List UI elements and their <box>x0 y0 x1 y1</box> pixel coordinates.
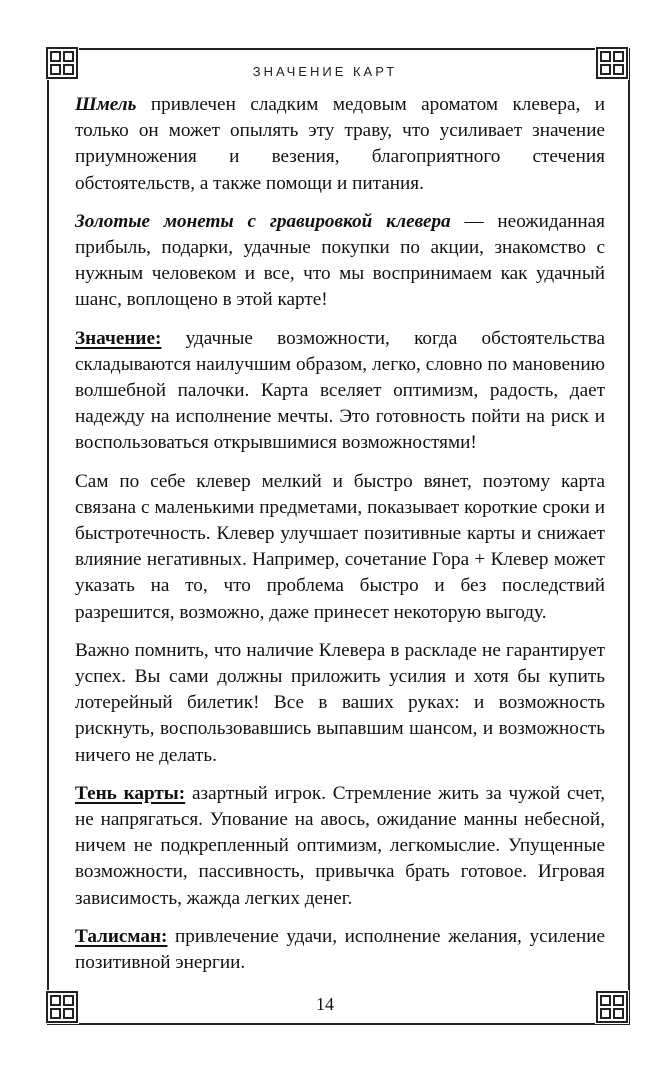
section-term-talisman: Талисман: <box>75 925 168 947</box>
paragraph-small-objects <box>75 469 605 626</box>
paragraph-text: привлечен сладким медовым ароматом клевера, и только он может опылять эту траву, что усиливает значение приумножения и везения, благоприятного стечения обстоятельств, а также помощи и питания. <box>75 94 605 194</box>
paragraph-lead-term: Золотые монеты с гравировкой клевера <box>75 210 451 232</box>
paragraph-text: Важно помнить, что наличие Клевера в раскладе не гарантирует успех. Вы сами должны приложить усилия и хотя бы купить лотерейный билетик! Все в ваших руках: и возможность рискнуть, воспользовавшись выпавшим шансом, и возможность ничего не делать. <box>75 639 605 766</box>
paragraph-important-note <box>75 638 605 769</box>
section-term-shadow: Тень карты: <box>75 782 186 804</box>
running-head: ЗНАЧЕНИЕ КАРТ <box>252 64 398 79</box>
paragraph-talisman <box>75 924 605 976</box>
paragraph-text: привлечение удачи, исполнение желания, усиление позитивной энергии. <box>75 925 605 974</box>
paragraph-text: азартный игрок. Стремление жить за чужой счет, не напрягаться. Упование на авось, ожидание манны небесной, ничем не подкрепленный оптимизм, легкомыслие. Упущенные возможности, пассивность, привычка брать готовое. Игровая зависимость, жажда легких денег. <box>75 782 606 909</box>
paragraph-text: удачные возможности, когда обстоятельства складываются наилучшим образом, легко, словно по мановению волшебной палочки. Карта вселяет оптимизм, радость, дает надежду на исполнение мечты. Это готовность пойти на риск и воспользоваться открывшимися возможностями! <box>75 327 605 454</box>
paragraph-card-shadow <box>75 781 605 912</box>
paragraph-lead-term: Шмель <box>75 94 137 115</box>
page-body <box>75 92 605 988</box>
paragraph-text: — неожиданная прибыль, подарки, удачные покупки по акции, знакомство с нужным человеком и все, что мы воспринимаем как удачный шанс, воплощено в этой карте! <box>75 210 605 311</box>
paragraph-meaning <box>75 326 605 457</box>
paragraph-bumblebee <box>75 92 605 197</box>
page-number: 14 <box>316 994 334 1014</box>
paragraph-text: Сам по себе клевер мелкий и быстро вянет, поэтому карта связана с маленькими предметами, показывает короткие сроки и быстротечность. Клевер улучшает позитивные карты и снижает влияние негативных. Например, сочетание Гора + Клевер может указать на то, что проблема быстро и без последствий разрешится, возможно, даже принесет некоторую выгоду. <box>75 470 605 623</box>
paragraph-gold-coins <box>75 209 605 314</box>
section-term-meaning: Значение: <box>75 327 162 349</box>
